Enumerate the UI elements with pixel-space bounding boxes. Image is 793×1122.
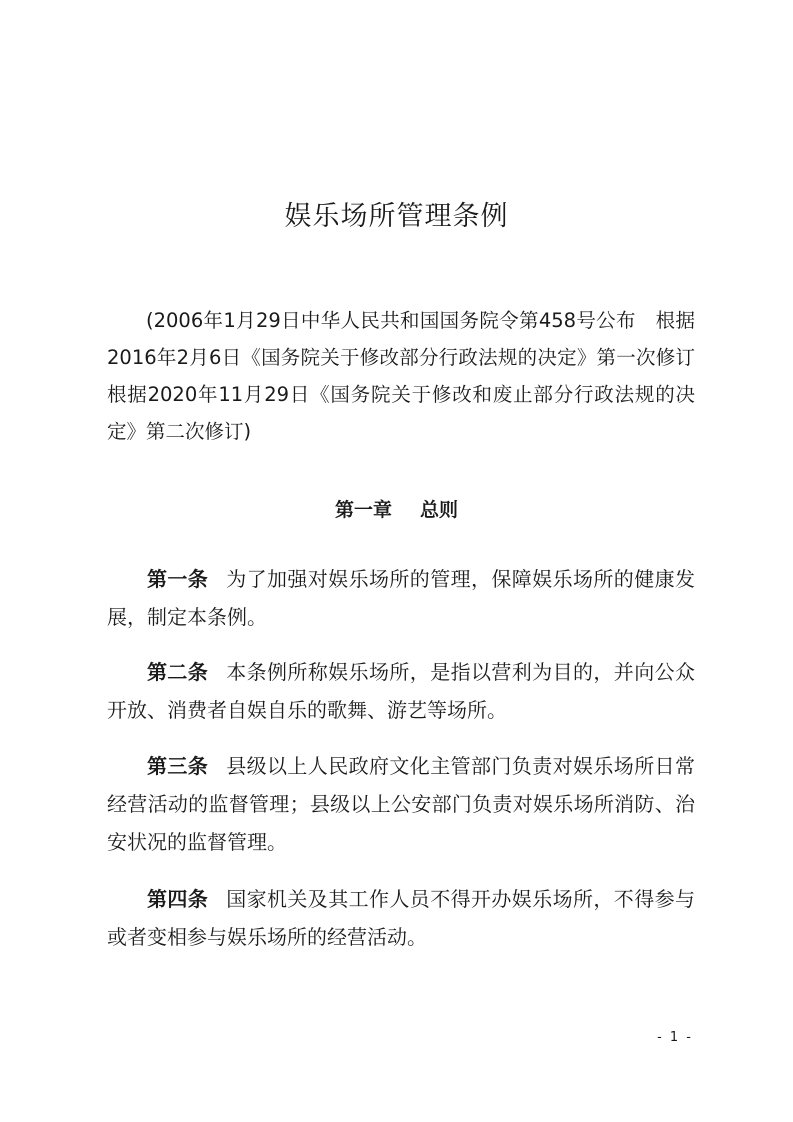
- article-label: 第三条: [147, 754, 209, 778]
- article-text: 国家机关及其工作人员不得开办娱乐场所，不得参与或者变相参与娱乐场所的经营活动。: [107, 887, 696, 949]
- chapter-title: 总则: [420, 499, 459, 521]
- chapter-number: 第一章: [334, 499, 392, 521]
- chapter-heading: [0, 495, 793, 522]
- article-4: [107, 880, 695, 956]
- article-label: 第一条: [147, 567, 209, 591]
- article-text: 为了加强对娱乐场所的管理，保障娱乐场所的健康发展，制定本条例。: [107, 567, 696, 629]
- document-title: 娱乐场所管理条例: [284, 201, 509, 232]
- article-text: 本条例所称娱乐场所，是指以营利为目的，并向公众开放、消费者自娱自乐的歌舞、游艺等场所。: [107, 660, 696, 722]
- article-text: 县级以上人民政府文化主管部门负责对娱乐场所日常经营活动的监督管理；县级以上公安部门负责对娱乐场所消防、治安状况的监督管理。: [107, 754, 696, 854]
- article-label: 第二条: [147, 660, 209, 684]
- article-3: [107, 747, 695, 861]
- article-1: [107, 560, 695, 636]
- article-label: 第四条: [147, 887, 209, 911]
- revision-history-note: (2006年1月29日中华人民共和国国务院令第458号公布 根据2016年2月6日《国务院关于修改部分行政法规的决定》第一次修订 根据2020年11月29日《国务院关于修改和废止部分行政法规的决定》第二次修订): [107, 309, 715, 443]
- page-number: - 1 -: [657, 1030, 693, 1045]
- article-2: [107, 653, 695, 729]
